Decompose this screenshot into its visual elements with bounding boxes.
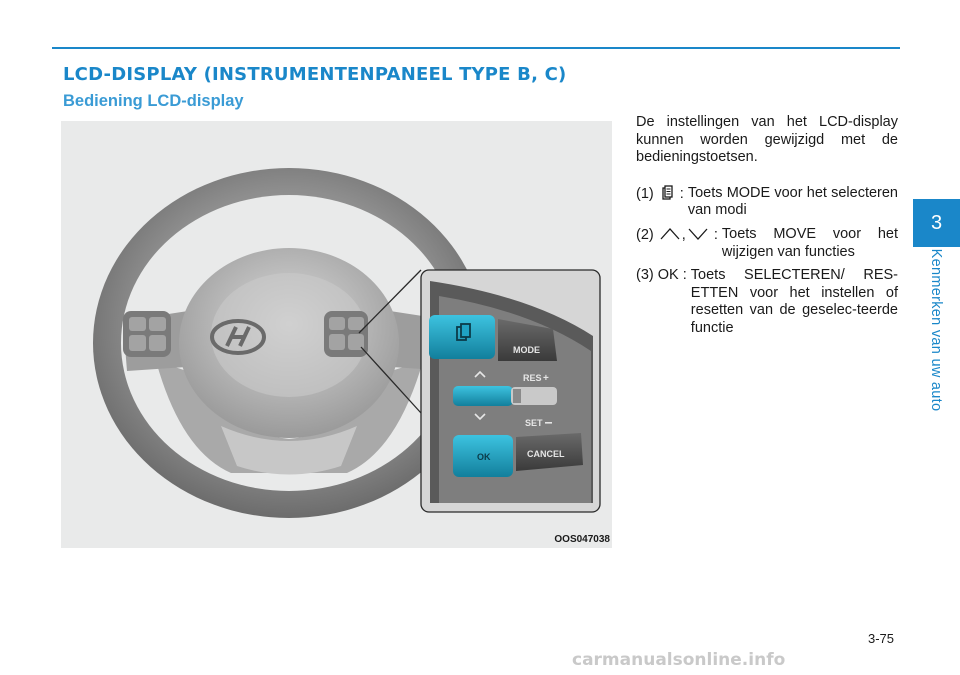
list-item-ok bbox=[636, 267, 898, 337]
item-description: Toets MODE voor het selecteren van modi bbox=[687, 184, 898, 219]
steering-wheel-illustration bbox=[61, 121, 612, 548]
cancel-button-label: CANCEL bbox=[527, 449, 565, 459]
chapter-tab: 3 bbox=[913, 199, 960, 247]
set-label: SET bbox=[525, 418, 543, 428]
svg-text:+: + bbox=[543, 373, 549, 384]
list-item-mode: (1) : Toets MODE voor het selecteren van modi bbox=[636, 184, 898, 219]
top-rule bbox=[52, 47, 900, 49]
figure-code: OOS047038 bbox=[554, 534, 610, 545]
chevron-up-icon bbox=[658, 226, 682, 248]
res-label: RES bbox=[523, 373, 542, 383]
item-number: (1) bbox=[636, 185, 654, 202]
item-number: (3) OK : bbox=[636, 267, 687, 284]
item-description: Toets MOVE voor het wijzigen van functies bbox=[721, 225, 898, 260]
page-number: 3-75 bbox=[868, 631, 895, 646]
subtitle: Bediening LCD-display bbox=[63, 92, 244, 110]
ok-button-label: OK bbox=[477, 452, 491, 462]
item-description: Toets SELECTEREN/ RES-ETTEN voor het instellen of resetten van de geselec-teerde functie bbox=[690, 267, 898, 336]
watermark: carmanualsonline.info bbox=[572, 650, 786, 670]
chevron-down-icon bbox=[686, 226, 710, 248]
item-number: (2) bbox=[636, 226, 654, 243]
list-item-move: (2) , : Toets MOVE voor het wijzigen van functies bbox=[636, 225, 898, 260]
chapter-label: Kenmerken van uw auto bbox=[928, 248, 944, 412]
section-title: LCD-DISPLAY (INSTRUMENTENPANEEL TYPE B, C) bbox=[63, 64, 567, 85]
intro-paragraph: De instellingen van het LCD-display kunnen worden gewijzigd met de bedieningstoetsen. bbox=[636, 114, 898, 166]
body-text bbox=[636, 114, 898, 344]
mode-button-label: MODE bbox=[513, 345, 540, 355]
mode-list-icon bbox=[658, 185, 676, 207]
move-rocker bbox=[453, 386, 513, 406]
steering-wheel-figure bbox=[61, 121, 612, 548]
